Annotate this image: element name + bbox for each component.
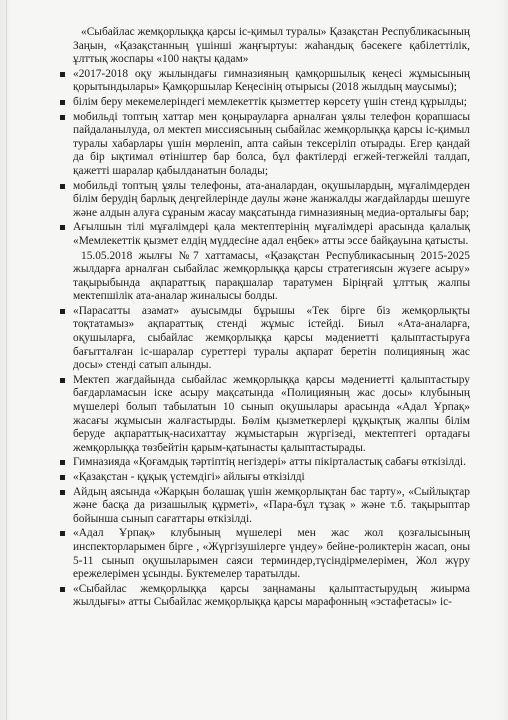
list-item-marathon: «Сыбайлас жемқорлыққа қарсы заңнаманы қалыптастырудың жиырма жылдығы» атты Сыбайлас жемқорлыққа қарсы марафонның «эстафетасы» іс- [60, 583, 470, 610]
list-item-class-hours: Айдың аясында «Жарқын болашақ үшін жемқорлықтан бас тарту», «Сыйлықтар және басқа да ризашылық құрметі», «Пара-бұл тұзақ » және т.б. тақырыптар бойынша сынып сағаттары өткізілді. [60, 486, 470, 527]
scan-edge-line [6, 0, 7, 720]
list-item-media-center: мобильді топтың ұялы телефоны, ата-аналардан, оқушылардың, мұғалімдерден білім берудің барлық деңгейлерінде даулы және жанжалды жағдайларды шешуге және алдын алуға сұраным жасау мақсатында гимназияның медиа-орталығы бар; [60, 180, 470, 221]
list-item-debate-lesson: Гимназияда «Қоғамдық тәртіптің негіздері» атты пікірталастық сабағы өткізілді. [60, 456, 470, 470]
list-item-citizen-corner: «Парасатты азамат» ауысымды бұрышы «Тек бірге біз жемқорлықты тоқтатамыз» ақпараттық стенді жұмыс істейді. Биыл «Ата-аналарға, оқушыларға, сыбайлас жемқорлыққа қарсы мәдениетті қалыптастыруға бағытталған іс-шаралар суреттері туралы ақпарат беретін полицияның жас досы» стенді сатып алынды. [60, 305, 470, 373]
list-item-council-meeting: «2017-2018 оқу жылындағы гимназияның қамқоршылық кеңесі жұмысының қорытындылары» Қамқоршылар Кеңесінің отырысы (2018 жылдың маусымы); [60, 68, 470, 95]
list-item-honest-generation: Мектеп жағдайында сыбайлас жемқорлыққа қарсы мәдениетті қалыптастыру бағдарламасын іске асыру мақсатында «Полицияның жас досы» клубының мүшелері болып табылатын 10 сынып оқушылары арасында «Адал Ұрпақ» жасағы жұмысын жалғастырды. Бөлім қызметкерлері құқықтық жалпы білім беруде ақпараттық-насихаттау жұмыстарын жүргізеді, мектептегі ортадағы жемқорлыққа төзбейтін қарым-қатынасты қалыптастырады. [60, 374, 470, 456]
list-item-video-clips: «Адал Ұрпақ» клубының мүшелері мен жас жол қозғалысының инспекторларымен бірге , «Жүргізушілерге үндеу» бейне-роликтерін жасап, оны 5-11 сынып оқушыларымен саяси терминдер,түсіндірмелерімен, Жол жүру ережелерімен ұсынды. Буктемелер таратылды. [60, 527, 470, 581]
list-item-essay-contest: Ағылшын тілі мұғалімдері қала мектептерінің мұғалімдері арасында қалалық «Мемлекеттік қызмет елдің мүддесіне адал еңбек» атты эссе байқауына қатысты. [60, 221, 470, 248]
paragraph-intro-law: «Сыбайлас жемқорлыққа қарсы іс-қимыл туралы» Қазақстан Республикасының Заңын, «Қазақстанның үшінші жаңғыртуы: жаһандық бәсекеге қабілеттілік, ұлттық жоспары «100 нақты қадам» [73, 26, 470, 66]
list-item-phone-box: мобильді топтың хаттар мен қоңырауларға арналған ұялы телефон қорапшасы пайдаланылуда, ол мектеп миссиясының сыбайлас жемқорлыққа қарсы іс-қимыл туралы хабарлары үшін мөрленіп, апта сайын тексеріліп отырады. Егер қандай да бір ықтимал өтініштер бар болса, бұл фактілерді егжей-тегжейлі талдап, қажетті шаралар қабылданатын болады; [60, 111, 470, 179]
list-item-stand-created: білім беру мекемелеріндегі мемлекеттік қызметтер көрсету үшін стенд құрылды; [60, 96, 470, 110]
paragraph-protocol-7: 15.05.2018 жылғы №7 хаттамасы, «Қазақстан Республикасының 2015-2025 жылдарға арналған сыбайлас жемқорлыққа қарсы стратегиясын жүзеге асыру» тақырыбында ақпараттық парақшалар таратумен Біріңғай ұлттық жалпы мектепшілік ата-аналар жиналысы болды. [73, 249, 470, 303]
list-item-law-month: «Қазақстан - құқық үстемдігі» айлығы өткізілді [60, 471, 470, 485]
